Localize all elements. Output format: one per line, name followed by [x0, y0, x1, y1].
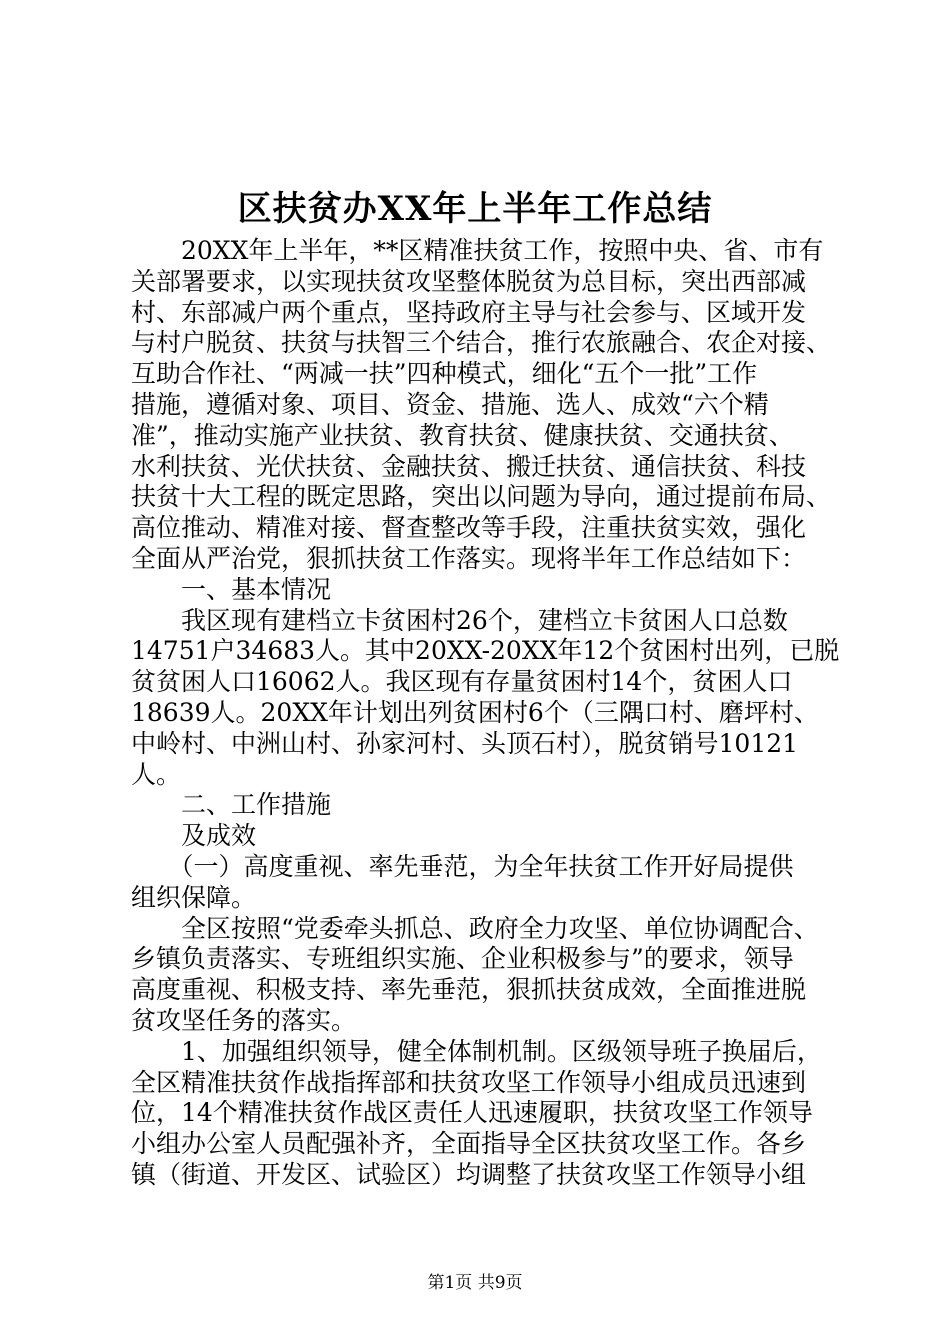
body-line: 关部署要求，以实现扶贫攻坚整体脱贫为总目标，突出西部减	[131, 266, 807, 296]
body-line: 高位推动、精准对接、督查整改等手段，注重扶贫实效，强化	[131, 513, 807, 543]
body-line: 全区精准扶贫作战指挥部和扶贫攻坚工作领导小组成员迅速到	[131, 1067, 807, 1097]
section-heading-results: 及成效	[131, 821, 257, 851]
page-footer: 第1页 共9页	[427, 1273, 523, 1293]
body-line: 20XX年上半年，**区精准扶贫工作，按照中央、省、市有	[131, 236, 824, 265]
subsection-heading: （一）高度重视、率先垂范，为全年扶贫工作开好局提供	[131, 851, 794, 881]
document-body	[131, 236, 840, 1191]
body-line: 中岭村、中洲山村、孙家河村、头顶石村），脱贫销号10121	[131, 728, 799, 758]
body-line: 14751户34683人。其中20XX-20XX年12个贫困村出列，已脱	[131, 636, 840, 666]
document-title: 区扶贫办XX年上半年工作总结	[237, 189, 713, 229]
body-line: 全面从严治党，狠抓扶贫工作落实。现将半年工作总结如下：	[131, 543, 807, 573]
body-line: 小组办公室人员配强补齐，全面指导全区扶贫攻坚工作。各乡	[131, 1129, 807, 1159]
body-line: 村、东部减户两个重点，坚持政府主导与社会参与、区域开发	[131, 297, 807, 327]
body-line: 组织保障。	[131, 882, 257, 912]
body-line: 水利扶贫、光伏扶贫、金融扶贫、搬迁扶贫、通信扶贫、科技	[131, 451, 807, 481]
body-line: 镇（街道、开发区、试验区）均调整了扶贫攻坚工作领导小组	[131, 1159, 807, 1189]
section-heading-basic: 一、基本情况	[131, 574, 332, 604]
body-line: 互助合作社、“两减一扶”四种模式，细化“五个一批”工作	[131, 359, 758, 389]
body-line: 乡镇负责落实、专班组织实施、企业积极参与”的要求，领导	[131, 944, 794, 974]
body-line: 贫贫困人口16062人。我区现有存量贫困村14个，贫困人口	[131, 667, 793, 697]
body-line: 高度重视、积极支持、率先垂范，狠抓扶贫成效，全面推进脱	[131, 975, 807, 1005]
body-line: 全区按照“党委牵头抓总、政府全力攻坚、单位协调配合、	[131, 913, 819, 943]
body-line: 与村户脱贫、扶贫与扶智三个结合，推行农旅融合、农企对接、	[131, 328, 832, 358]
body-line: 人。	[131, 759, 182, 789]
section-heading-measures: 二、工作措施	[131, 790, 332, 820]
body-line: 措施，遵循对象、项目、资金、措施、选人、成效“六个精	[131, 389, 769, 419]
body-line: 1、加强组织领导，健全体制机制。区级领导班子换届后，	[131, 1036, 822, 1066]
body-line: 18639人。20XX年计划出列贫困村6个（三隅口村、磨坪村、	[131, 697, 819, 727]
body-line: 准”，推动实施产业扶贫、教育扶贫、健康扶贫、交通扶贫、	[131, 420, 794, 450]
body-line: 扶贫十大工程的既定思路，突出以问题为导向，通过提前布局、	[131, 482, 832, 512]
body-line: 位，14个精准扶贫作战区责任人迅速履职，扶贫攻坚工作领导	[131, 1098, 813, 1128]
body-line: 我区现有建档立卡贫困村26个，建档立卡贫困人口总数	[131, 605, 788, 635]
body-line: 贫攻坚任务的落实。	[131, 1005, 357, 1035]
